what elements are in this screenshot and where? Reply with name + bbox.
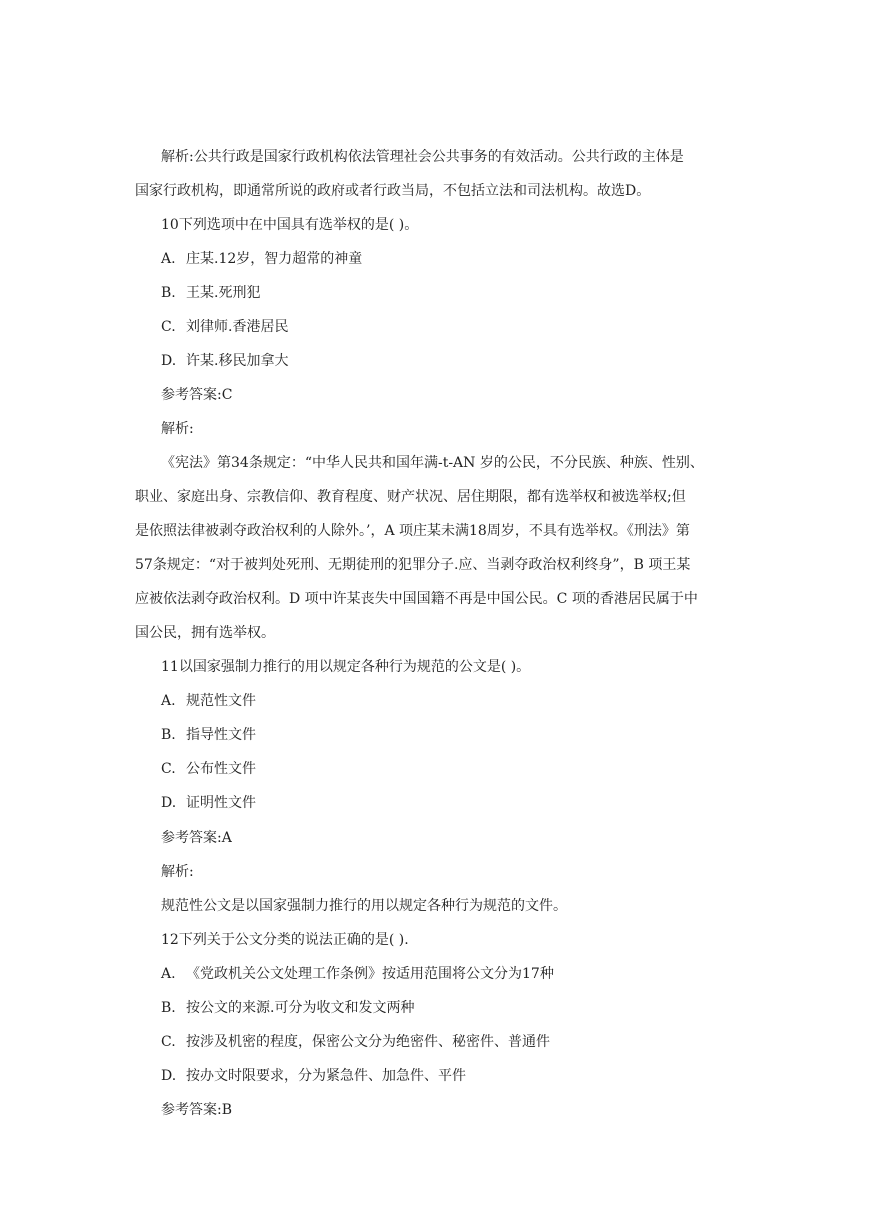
question-10: 10下列选项中在中国具有选举权的是( )。 bbox=[161, 217, 419, 233]
option-text: 许某.移民加拿大 bbox=[186, 353, 289, 369]
option-text: 《党政机关公文处理工作条例》按适用范围将公文分为17种 bbox=[186, 966, 554, 982]
q11-option-d bbox=[161, 793, 256, 813]
q10-explanation-line-2: 职业、家庭出身、宗教信仰、教育程度、财产状况、居住期限，都有选举权和被选举权;但 bbox=[135, 489, 686, 505]
option-letter: C. bbox=[161, 1034, 176, 1050]
q11-analysis-label: 解析: bbox=[161, 864, 194, 880]
q12-option-a bbox=[161, 964, 554, 984]
q12-answer: 参考答案:B bbox=[161, 1102, 233, 1118]
q11-option-c bbox=[161, 759, 256, 779]
explanation-prev-line-2: 国家行政机构，即通常所说的政府或者行政当局，不包括立法和司法机构。故选D。 bbox=[135, 183, 651, 199]
q10-explanation-line-4: 57条规定：“对于被判处死刑、无期徒刑的犯罪分子.应、当剥夺政治权利终身”，B 项王某 bbox=[135, 557, 691, 573]
option-text: 指导性文件 bbox=[186, 727, 256, 743]
option-letter: A. bbox=[161, 251, 176, 267]
q12-option-b bbox=[161, 998, 414, 1018]
option-letter: B. bbox=[161, 1000, 176, 1016]
question-11: 11以国家强制力推行的用以规定各种行为规范的公文是( )。 bbox=[161, 659, 531, 675]
option-letter: B. bbox=[161, 285, 176, 301]
q11-option-b bbox=[161, 725, 256, 745]
option-text: 证明性文件 bbox=[186, 795, 256, 811]
option-letter: D. bbox=[161, 795, 177, 811]
q11-answer: 参考答案:A bbox=[161, 830, 232, 846]
option-text: 按涉及机密的程度，保密公文分为绝密件、秘密件、普通件 bbox=[186, 1034, 550, 1050]
q12-option-c bbox=[161, 1032, 550, 1052]
option-letter: C. bbox=[161, 761, 176, 777]
q10-option-b bbox=[161, 283, 260, 303]
option-text: 刘律师.香港居民 bbox=[186, 319, 289, 335]
q10-option-a bbox=[161, 249, 362, 269]
q10-explanation-line-6: 国公民，拥有选举权。 bbox=[135, 625, 275, 641]
q10-answer: 参考答案:C bbox=[161, 387, 233, 403]
q12-option-d bbox=[161, 1066, 466, 1086]
option-letter: A. bbox=[161, 693, 176, 709]
option-text: 庄某.12岁，智力超常的神童 bbox=[186, 251, 363, 267]
q10-explanation-line-1: 《宪法》第34条规定：“中华人民共和国年满-t-AN 岁的公民，不分民族、种族、性别、 bbox=[161, 455, 704, 471]
option-text: 王某.死刑犯 bbox=[186, 285, 261, 301]
q10-analysis-label: 解析: bbox=[161, 421, 194, 437]
option-letter: A. bbox=[161, 966, 176, 982]
option-text: 规范性文件 bbox=[186, 693, 256, 709]
question-12: 12下列关于公文分类的说法正确的是( ). bbox=[161, 932, 409, 948]
q10-option-c bbox=[161, 317, 288, 337]
option-letter: B. bbox=[161, 727, 176, 743]
q11-explanation: 规范性公文是以国家强制力推行的用以规定各种行为规范的文件。 bbox=[161, 898, 567, 914]
option-letter: D. bbox=[161, 353, 177, 369]
q11-option-a bbox=[161, 691, 256, 711]
q10-option-d bbox=[161, 351, 288, 371]
option-letter: D. bbox=[161, 1068, 177, 1084]
explanation-prev-line-1: 解析:公共行政是国家行政机构依法管理社会公共事务的有效活动。公共行政的主体是 bbox=[161, 149, 684, 165]
q10-explanation-line-5: 应被依法剥夺政治权利。D 项中许某丧失中国国籍不再是中国公民。C 项的香港居民属于中 bbox=[135, 591, 698, 607]
option-text: 公布性文件 bbox=[186, 761, 256, 777]
option-text: 按办文时限要求，分为紧急件、加急件、平件 bbox=[186, 1068, 466, 1084]
option-letter: C. bbox=[161, 319, 176, 335]
q10-explanation-line-3: 是依照法律被剥夺政治权利的人除外。’，A 项庄某未满18周岁，不具有选举权。《刑法》第 bbox=[135, 523, 690, 539]
option-text: 按公文的来源.可分为收文和发文两种 bbox=[186, 1000, 415, 1016]
